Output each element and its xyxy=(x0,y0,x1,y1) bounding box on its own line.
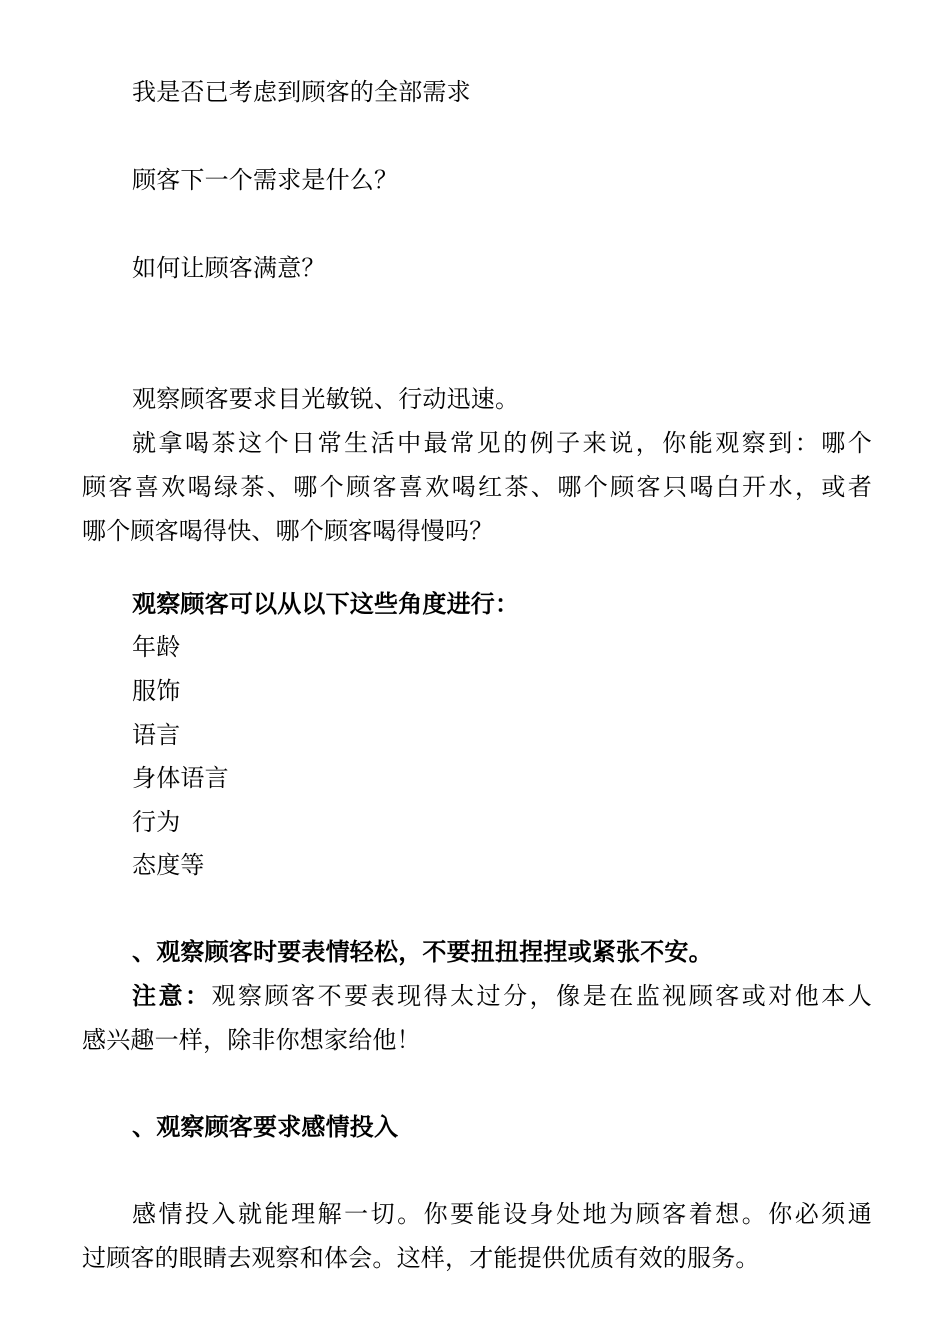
paragraph-tea-line-3: 哪个顾客喝得快、哪个顾客喝得慢吗？ xyxy=(82,517,494,545)
section-heading-relaxed: 、观察顾客时要表情轻松，不要扭扭捏捏或紧张不安。 xyxy=(132,937,713,966)
question-line-1: 我是否已考虑到顾客的全部需求 xyxy=(132,78,471,106)
list-item-behavior: 行为 xyxy=(132,808,181,836)
question-line-3: 如何让顾客满意？ xyxy=(132,254,326,282)
note-label: 注意： xyxy=(132,981,212,1010)
question-line-2: 顾客下一个需求是什么？ xyxy=(132,166,399,194)
paragraph-observe-intro: 观察顾客要求目光敏锐、行动迅速。 xyxy=(132,385,520,413)
list-item-age: 年龄 xyxy=(132,633,181,661)
paragraph-tea-line-2: 顾客喜欢喝绿茶、哪个顾客喜欢喝红茶、哪个顾客只喝白开水，或者 xyxy=(82,473,872,501)
paragraph-empathy-line-2: 过顾客的眼睛去观察和体会。这样，才能提供优质有效的服务。 xyxy=(82,1244,760,1272)
note-line-2: 感兴趣一样，除非你想家给他！ xyxy=(82,1026,421,1054)
list-item-attitude: 态度等 xyxy=(132,851,205,879)
list-item-language: 语言 xyxy=(132,721,181,749)
list-item-body-language: 身体语言 xyxy=(132,764,229,792)
paragraph-tea-line-1: 就拿喝茶这个日常生活中最常见的例子来说，你能观察到：哪个 xyxy=(132,429,872,457)
list-item-clothing: 服饰 xyxy=(132,677,181,705)
angles-heading: 观察顾客可以从以下这些角度进行： xyxy=(132,589,520,618)
paragraph-empathy-line-1: 感情投入就能理解一切。你要能设身处地为顾客着想。你必须通 xyxy=(132,1200,872,1228)
note-line-1 xyxy=(132,981,872,1011)
note-text: 观察顾客不要表现得太过分，像是在监视顾客或对他本人 xyxy=(211,982,873,1010)
section-heading-empathy: 、观察顾客要求感情投入 xyxy=(132,1112,399,1141)
